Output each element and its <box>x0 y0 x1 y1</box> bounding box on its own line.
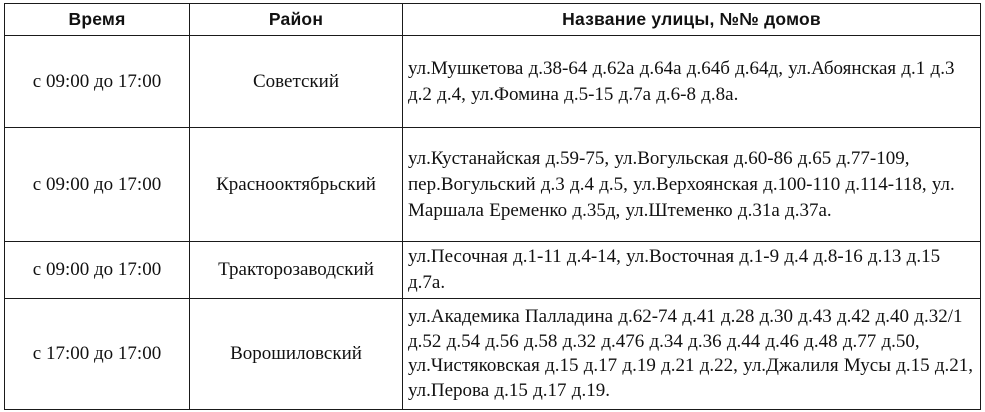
streets-cell: ул.Кустанайская д.59-75, ул.Вогульская д.60-86 д.65 д.77-109, пер.Вогульский д.3 д.4 д.5, ул.Верхоянская д.100-110 д.114-118, ул. Маршала Еременко д.35д, ул.Штеменко д.31а д.37а. <box>403 128 981 242</box>
header-streets: Название улицы, №№ домов <box>403 4 981 36</box>
district-cell: Краснооктябрьский <box>190 128 403 242</box>
district-cell: Ворошиловский <box>190 299 403 410</box>
time-cell: с 09:00 до 17:00 <box>5 242 190 299</box>
streets-cell: ул.Мушкетова д.38-64 д.62а д.64а д.64б д.64д, ул.Абоянская д.1 д.3 д.2 д.4, ул.Фомина д.5-15 д.7а д.6-8 д.8а. <box>403 36 981 128</box>
outage-schedule-table <box>4 3 981 410</box>
header-district: Район <box>190 4 403 36</box>
table-row <box>5 36 981 128</box>
time-cell: с 09:00 до 17:00 <box>5 128 190 242</box>
time-cell: с 17:00 до 17:00 <box>5 299 190 410</box>
district-cell: Тракторозаводский <box>190 242 403 299</box>
district-cell: Советский <box>190 36 403 128</box>
header-time: Время <box>5 4 190 36</box>
time-cell: с 09:00 до 17:00 <box>5 36 190 128</box>
table-header-row <box>5 4 981 36</box>
streets-cell: ул.Академика Палладина д.62-74 д.41 д.28 д.30 д.43 д.42 д.40 д.32/1 д.52 д.54 д.56 д.58 д.32 д.476 д.34 д.36 д.44 д.46 д.48 д.77 д.50, ул.Чистяковская д.15 д.17 д.19 д.21 д.22, ул.Джалиля Мусы д.15 д.21, ул.Перова д.15 д.17 д.19. <box>403 299 981 410</box>
streets-cell: ул.Песочная д.1-11 д.4-14, ул.Восточная д.1-9 д.4 д.8-16 д.13 д.15 д.7а. <box>403 242 981 299</box>
table-row <box>5 242 981 299</box>
table-row <box>5 299 981 410</box>
table-row <box>5 128 981 242</box>
